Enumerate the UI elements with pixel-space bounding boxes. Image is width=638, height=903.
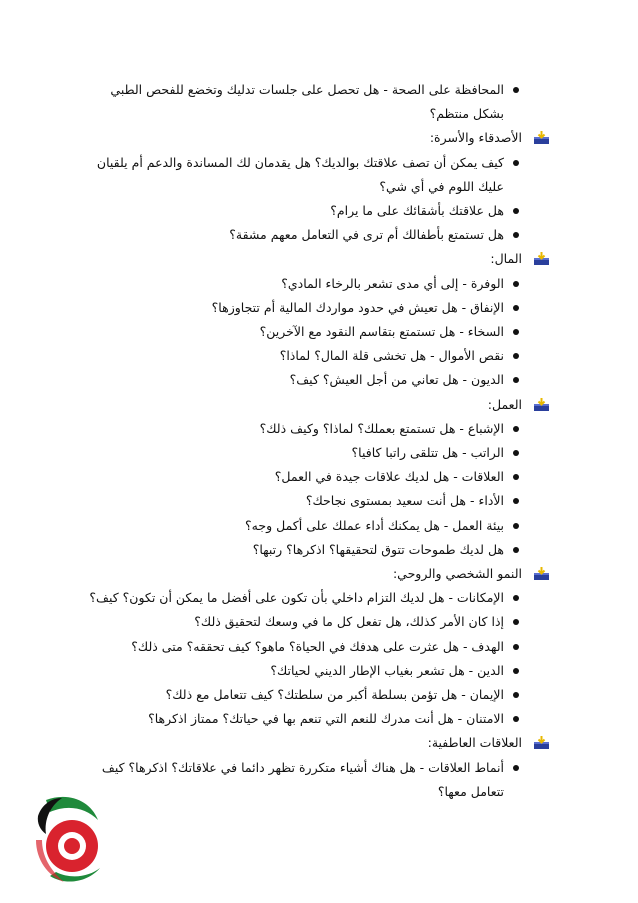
section-list — [78, 417, 520, 562]
list-item — [78, 368, 520, 392]
list-item-text: بيئة العمل - هل يمكنك أداء عملك على أكمل وجه؟ — [245, 517, 504, 533]
section-heading — [78, 562, 550, 586]
book-arrow-icon — [533, 131, 550, 145]
list-item — [78, 417, 520, 441]
list-item-text: هل علاقتك بأشقائك على ما يرام؟ — [330, 203, 504, 219]
bullet-dot — [513, 619, 519, 625]
list-item — [78, 756, 520, 804]
bullet-dot — [513, 692, 519, 698]
list-item — [78, 272, 520, 296]
intro-list — [78, 78, 520, 126]
section-list — [78, 756, 520, 804]
list-item-text: الإشباع - هل تستمتع بعملك؟ لماذا؟ وكيف ذلك؟ — [259, 420, 504, 436]
bullet-dot — [513, 595, 519, 601]
bullet-dot — [513, 765, 519, 771]
section-heading-text: العلاقات العاطفية: — [427, 735, 522, 751]
bullet-dot — [513, 474, 519, 480]
list-item-text: الامتنان - هل أنت مدرك للنعم التي تنعم بها في حياتك؟ ممتاز اذكرها؟ — [148, 711, 504, 727]
list-item — [78, 683, 520, 707]
section-heading-text: العمل: — [487, 396, 522, 412]
section-heading — [78, 247, 550, 271]
list-item — [78, 659, 520, 683]
list-item — [78, 707, 520, 731]
book-arrow-icon — [533, 567, 550, 581]
section-heading — [78, 731, 550, 755]
section-heading-text: النمو الشخصي والروحي: — [392, 566, 522, 582]
list-item — [78, 320, 520, 344]
list-item-text: الأداء - هل أنت سعيد بمستوى نجاحك؟ — [305, 493, 504, 509]
list-item — [78, 441, 520, 465]
list-item — [78, 199, 520, 223]
bullet-dot — [513, 281, 519, 287]
bullet-dot — [513, 498, 519, 504]
bullet-dot — [513, 305, 519, 311]
section-list — [78, 151, 520, 248]
bullet-dot — [513, 87, 519, 93]
organization-logo — [28, 790, 108, 890]
list-item-text: العلاقات - هل لديك علاقات جيدة في العمل؟ — [274, 469, 504, 485]
list-item-text: الإمكانات - هل لديك التزام داخلي بأن تكون على أفضل ما يمكن أن تكون؟ كيف؟ — [89, 590, 504, 606]
list-item-text: الديون - هل تعاني من أجل العيش؟ كيف؟ — [289, 372, 504, 388]
list-item — [78, 465, 520, 489]
bullet-dot — [513, 377, 519, 383]
bullet-dot — [513, 232, 519, 238]
list-item-text: إذا كان الأمر كذلك، هل تفعل كل ما في وسعك لتحقيق ذلك؟ — [194, 614, 504, 630]
book-arrow-icon — [533, 252, 550, 266]
list-item — [78, 514, 520, 538]
bullet-dot — [513, 547, 519, 553]
bullet-dot — [513, 644, 519, 650]
list-item — [78, 296, 520, 320]
bullet-dot — [513, 353, 519, 359]
list-item-text: السخاء - هل تستمتع بتقاسم النقود مع الآخرين؟ — [259, 324, 504, 340]
section-heading-text: الأصدقاء والأسرة: — [429, 130, 522, 146]
list-item-text: الإيمان - هل تؤمن بسلطة أكبر من سلطتك؟ كيف تتعامل مع ذلك؟ — [165, 687, 504, 703]
list-item — [78, 538, 520, 562]
bullet-dot — [513, 450, 519, 456]
list-item — [78, 586, 520, 610]
list-item-text: الدين - هل تشعر بغياب الإطار الديني لحياتك؟ — [270, 662, 504, 678]
list-item — [78, 78, 520, 126]
section-heading — [78, 126, 550, 150]
section-list — [78, 272, 520, 393]
list-item — [78, 635, 520, 659]
section-heading — [78, 393, 550, 417]
list-item — [78, 223, 520, 247]
list-item-text: هل تستمتع بأطفالك أم ترى في التعامل معهم مشقة؟ — [229, 227, 504, 243]
list-item-text: الراتب - هل تتلقى راتبا كافيا؟ — [351, 445, 504, 461]
bullet-dot — [513, 668, 519, 674]
section-list — [78, 586, 520, 731]
list-item-text: أنماط العلاقات - هل هناك أشياء متكررة تظهر دائما في علاقاتك؟ اذكرها؟ كيف تتعامل معها؟ — [101, 759, 504, 799]
sections-container — [78, 126, 520, 804]
section-heading-text: المال: — [490, 251, 522, 267]
list-item-text: الوفرة - إلى أي مدى تشعر بالرخاء المادي؟ — [281, 275, 504, 291]
bullet-dot — [513, 523, 519, 529]
list-item-text: الهدف - هل عثرت على هدفك في الحياة؟ ماهو؟ كيف تحققه؟ متى ذلك؟ — [131, 638, 504, 654]
bullet-dot — [513, 329, 519, 335]
document-page — [78, 78, 520, 804]
book-arrow-icon — [533, 736, 550, 750]
book-arrow-icon — [533, 398, 550, 412]
list-item — [78, 489, 520, 513]
bullet-dot — [513, 426, 519, 432]
bullet-dot — [513, 716, 519, 722]
list-item-text: كيف يمكن أن تصف علاقتك بوالديك؟ هل يقدمان لك المساندة والدعم أم يلقيان عليك اللوم في أي شي؟ — [96, 154, 504, 194]
bullet-dot — [513, 160, 519, 166]
list-item-text: هل لديك طموحات تتوق لتحقيقها؟ اذكرها؟ رتبها؟ — [252, 541, 504, 557]
list-item — [78, 151, 520, 199]
list-item — [78, 610, 520, 634]
list-item-text: المحافظة على الصحة - هل تحصل على جلسات تدليك وتخضع للفحص الطبي بشكل منتظم؟ — [110, 82, 504, 122]
list-item-text: الإنفاق - هل تعيش في حدود مواردك المالية أم تتجاوزها؟ — [211, 299, 504, 315]
list-item-text: نقص الأموال - هل تخشى قلة المال؟ لماذا؟ — [279, 348, 504, 364]
list-item — [78, 344, 520, 368]
bullet-dot — [513, 208, 519, 214]
